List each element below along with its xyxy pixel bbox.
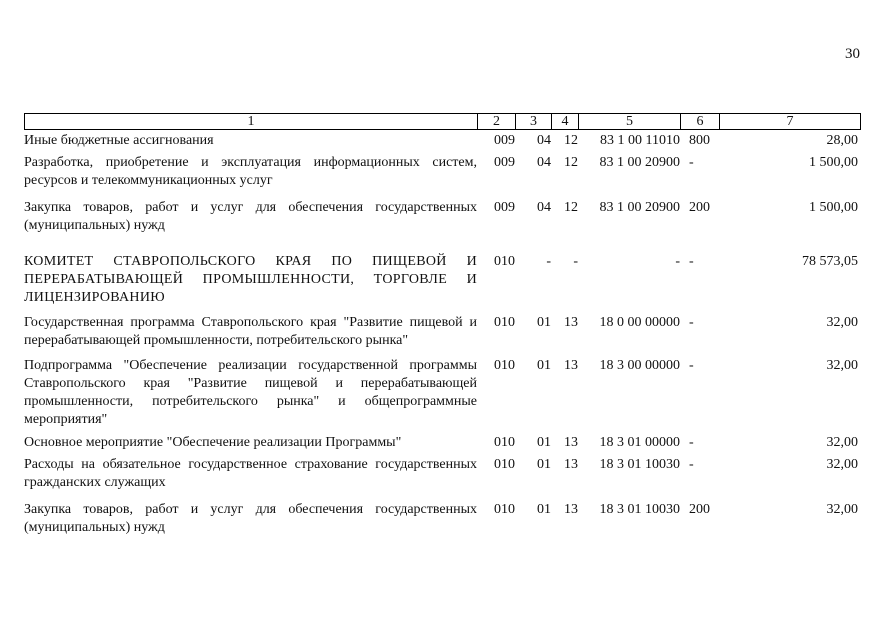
- cell-sum: 28,00: [826, 133, 858, 148]
- cell-pr: 13: [564, 358, 578, 373]
- cell-sum: 32,00: [826, 358, 858, 373]
- cell-pr: 13: [564, 502, 578, 517]
- cell-rz: 04: [537, 133, 551, 148]
- cell-name: Иные бюджетные ассигнования: [24, 133, 214, 148]
- table-row: [24, 253, 861, 307]
- cell-pr: 13: [564, 315, 578, 330]
- cell-name: Государственная программа Ставропольского края "Развитие пищевой и перерабатывающей промышленности, потребительского рынка": [24, 315, 477, 348]
- cell-sum: 1 500,00: [809, 200, 858, 215]
- cell-sum: 32,00: [826, 502, 858, 517]
- cell-vr: -: [689, 457, 694, 472]
- table-row: [24, 314, 861, 350]
- cell-rz: 01: [537, 502, 551, 517]
- cell-vr: -: [689, 358, 694, 373]
- cell-sum: 32,00: [826, 435, 858, 450]
- cell-sum: 78 573,05: [802, 254, 858, 269]
- cell-csr: 83 1 00 20900: [599, 155, 680, 170]
- cell-name: Разработка, приобретение и эксплуатация информационных систем, ресурсов и телекоммуникационных услуг: [24, 155, 477, 188]
- cell-name: Основное мероприятие "Обеспечение реализации Программы": [24, 435, 402, 450]
- cell-name: Подпрограмма "Обеспечение реализации государственной программы Ставропольского края "Развитие пищевой и перерабатывающей промышленности, потребительского рынка" и общепрограммные мероприятия": [24, 358, 477, 427]
- cell-ved: 009: [494, 200, 515, 215]
- cell-pr: 13: [564, 435, 578, 450]
- cell-rz: 01: [537, 358, 551, 373]
- cell-csr: 18 3 01 10030: [599, 502, 680, 517]
- table-row: [24, 501, 861, 537]
- cell-csr: -: [675, 254, 680, 269]
- cell-vr: 800: [689, 133, 710, 148]
- cell-rz: 01: [537, 435, 551, 450]
- table-header: [24, 113, 861, 130]
- cell-sum: 32,00: [826, 315, 858, 330]
- cell-ved: 010: [494, 254, 515, 269]
- cell-ved: 010: [494, 457, 515, 472]
- table-row: [24, 456, 861, 492]
- cell-csr: 83 1 00 20900: [599, 200, 680, 215]
- cell-name: Закупка товаров, работ и услуг для обеспечения государственных (муниципальных) нужд: [24, 502, 477, 535]
- cell-name: КОМИТЕТ СТАВРОПОЛЬСКОГО КРАЯ ПО ПИЩЕВОЙ И ПЕРЕРАБАТЫВАЮЩЕЙ ПРОМЫШЛЕННОСТИ, ТОРГОВЛЕ И ЛИЦЕНЗИРОВАНИЮ: [24, 254, 477, 305]
- cell-pr: 12: [564, 133, 578, 148]
- cell-ved: 010: [494, 502, 515, 517]
- cell-sum: 32,00: [826, 457, 858, 472]
- cell-ved: 010: [494, 358, 515, 373]
- table-row: [24, 154, 861, 190]
- cell-name: Закупка товаров, работ и услуг для обеспечения государственных (муниципальных) нужд: [24, 200, 477, 233]
- table-row: [24, 357, 861, 429]
- header-cell: 5: [579, 114, 681, 129]
- cell-name: Расходы на обязательное государственное страхование государственных гражданских служащих: [24, 457, 477, 490]
- cell-sum: 1 500,00: [809, 155, 858, 170]
- cell-ved: 010: [494, 315, 515, 330]
- header-cell: 6: [681, 114, 720, 129]
- cell-vr: 200: [689, 502, 710, 517]
- cell-ved: 009: [494, 133, 515, 148]
- cell-pr: -: [573, 254, 578, 269]
- table-row: [24, 132, 861, 150]
- cell-rz: -: [546, 254, 551, 269]
- cell-csr: 18 3 01 10030: [599, 457, 680, 472]
- header-cell: 1: [25, 114, 478, 129]
- cell-rz: 01: [537, 315, 551, 330]
- table-body: [24, 132, 861, 537]
- cell-rz: 04: [537, 155, 551, 170]
- table-row: [24, 434, 861, 452]
- cell-rz: 04: [537, 200, 551, 215]
- cell-pr: 12: [564, 200, 578, 215]
- cell-ved: 010: [494, 435, 515, 450]
- page-number: 30: [845, 46, 860, 62]
- cell-vr: -: [689, 435, 694, 450]
- cell-csr: 18 3 00 00000: [599, 358, 680, 373]
- header-cell: 4: [552, 114, 579, 129]
- header-cell: 7: [786, 114, 794, 129]
- header-cell: 3: [516, 114, 552, 129]
- cell-pr: 13: [564, 457, 578, 472]
- cell-vr: -: [689, 155, 694, 170]
- cell-csr: 83 1 00 11010: [600, 133, 680, 148]
- cell-vr: 200: [689, 200, 710, 215]
- cell-csr: 18 0 00 00000: [599, 315, 680, 330]
- cell-vr: -: [689, 254, 694, 269]
- table-row: [24, 199, 861, 235]
- cell-vr: -: [689, 315, 694, 330]
- cell-csr: 18 3 01 00000: [599, 435, 680, 450]
- cell-pr: 12: [564, 155, 578, 170]
- header-cell: 2: [478, 114, 516, 129]
- cell-ved: 009: [494, 155, 515, 170]
- cell-rz: 01: [537, 457, 551, 472]
